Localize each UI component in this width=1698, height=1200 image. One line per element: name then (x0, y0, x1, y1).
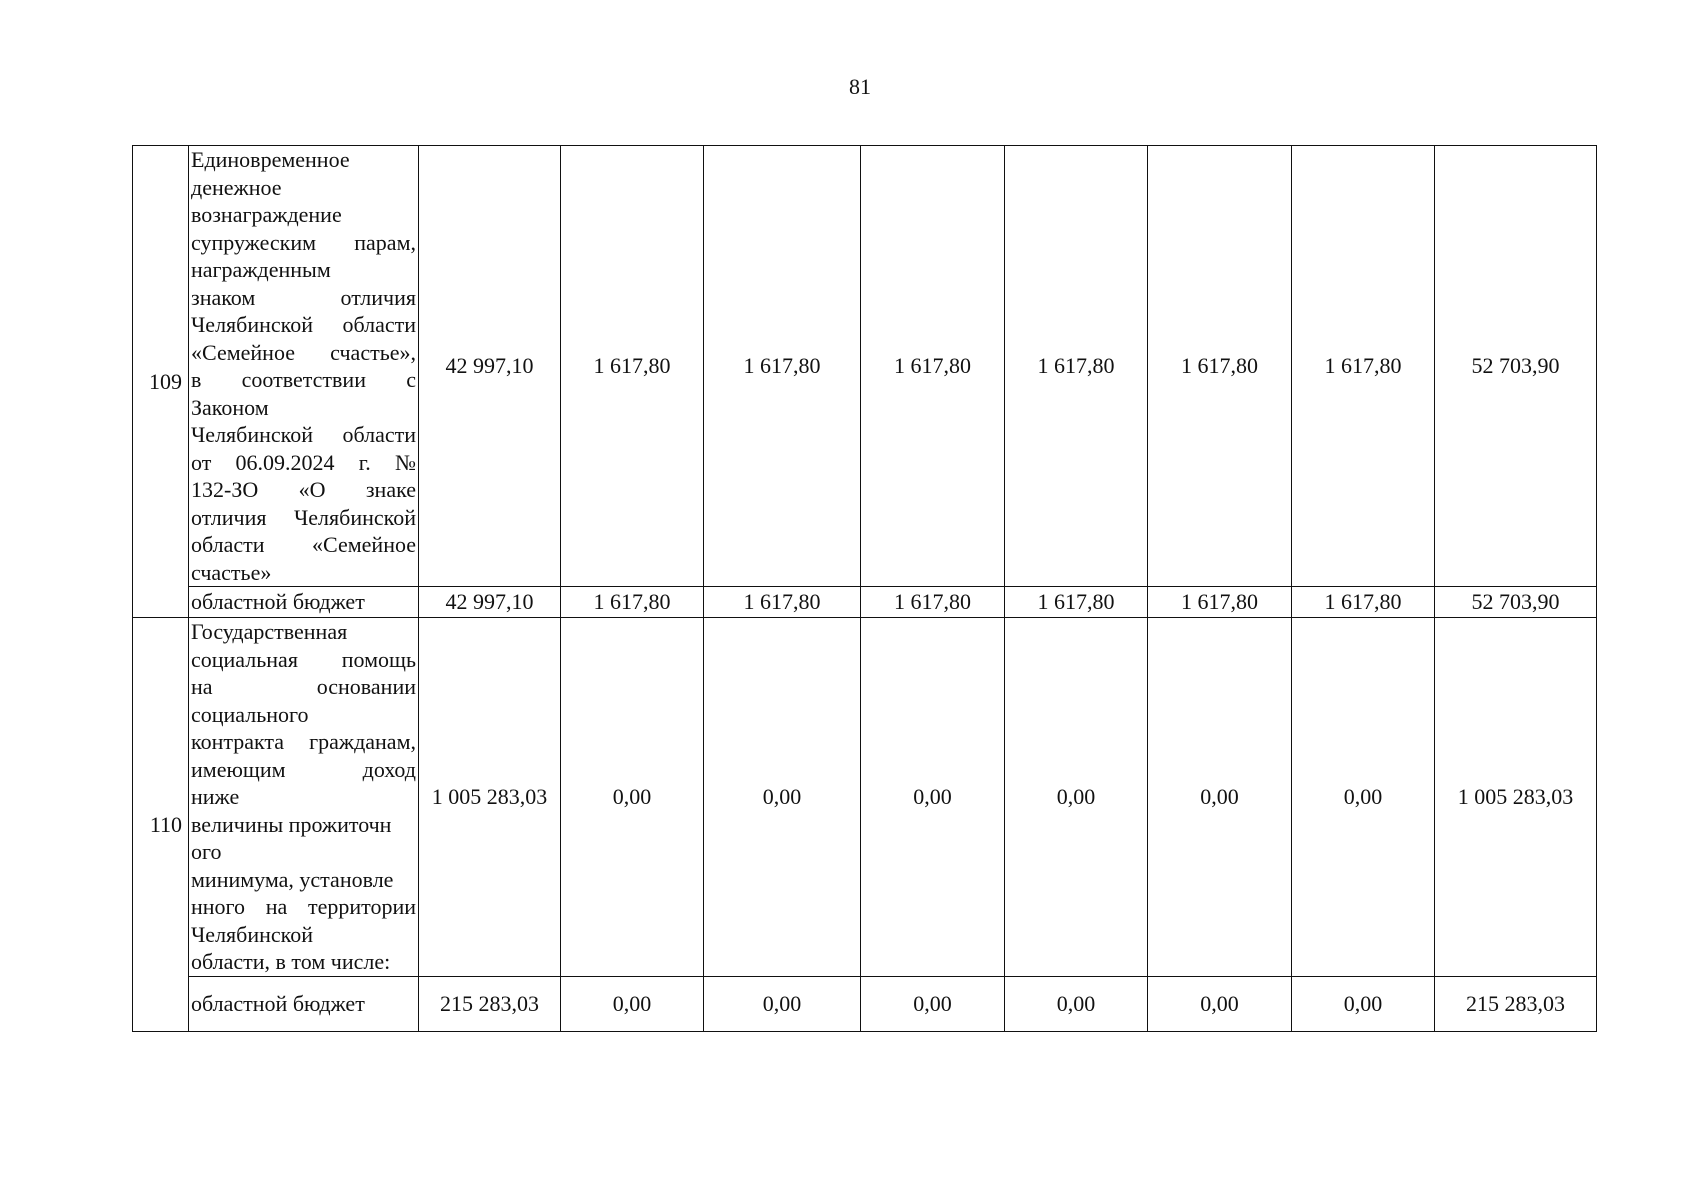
row-name-line: нного на территории (191, 894, 416, 919)
row-name-line: Челябинской области (191, 422, 416, 447)
row-name-line: минимума, установле (191, 866, 394, 892)
table-body (133, 146, 1597, 1032)
value-cell: 42 997,10 (419, 146, 561, 587)
value-cell: 215 283,03 (419, 976, 561, 1031)
value-cell: 0,00 (1292, 618, 1435, 977)
row-name-line: от 06.09.2024 г. № (191, 449, 416, 475)
budget-table (132, 145, 1597, 1032)
value-cell: 0,00 (861, 618, 1005, 977)
value-cell: 0,00 (704, 618, 861, 977)
value-cell: 42 997,10 (419, 587, 561, 618)
row-number: 110 (133, 618, 189, 1032)
row-number: 109 (133, 146, 189, 618)
row-name-line: Челябинской области (191, 312, 416, 337)
row-name-line: контракта гражданам, (191, 729, 416, 754)
value-cell: 0,00 (561, 618, 704, 977)
value-cell: 0,00 (704, 976, 861, 1031)
value-cell: 1 617,80 (1292, 146, 1435, 587)
row-name (189, 146, 419, 587)
row-name-line: 132-ЗО «О знаке (191, 477, 416, 502)
row-name-line: имеющим доход (191, 756, 416, 782)
page-number: 81 (849, 74, 871, 99)
table-row (133, 146, 1597, 587)
row-name-line: на основании (191, 674, 416, 699)
value-cell: 0,00 (1148, 976, 1292, 1031)
value-cell: 1 617,80 (704, 146, 861, 587)
value-cell: 52 703,90 (1435, 587, 1597, 618)
value-cell: 0,00 (1005, 618, 1148, 977)
row-name-line: социального (191, 701, 309, 727)
value-cell: 1 617,80 (1292, 587, 1435, 618)
value-cell: 0,00 (1148, 618, 1292, 977)
row-name-line: вознаграждение (191, 202, 342, 227)
value-cell: 1 617,80 (704, 587, 861, 618)
row-name-line: Единовременное (191, 147, 350, 172)
value-cell: 0,00 (561, 976, 704, 1031)
row-name-line: знаком отличия (191, 284, 416, 310)
row-name-line: области «Семейное (191, 532, 416, 557)
table-row (133, 618, 1597, 977)
value-cell: 1 617,80 (561, 587, 704, 618)
row-name-line: величины прожиточн (191, 811, 392, 837)
row-name-line: социальная помощь (191, 646, 416, 672)
row-name-line: Челябинской (191, 921, 314, 947)
value-cell: 1 617,80 (1148, 587, 1292, 618)
row-name-line: ниже (191, 784, 240, 809)
row-name-line: денежное (191, 174, 282, 200)
value-cell: 52 703,90 (1435, 146, 1597, 587)
row-name-line: в соответствии с (191, 367, 416, 392)
value-cell: 1 617,80 (1005, 146, 1148, 587)
value-cell: 0,00 (861, 976, 1005, 1031)
row-name-line: ого (191, 839, 222, 864)
row-name (189, 618, 419, 977)
row-name-line: награжденным (191, 257, 331, 282)
row-name-line: отличия Челябинской (191, 504, 416, 530)
value-cell: 1 617,80 (1005, 587, 1148, 618)
row-name-line: области, в том числе: (191, 949, 391, 974)
row-name-line: супружеским парам, (191, 229, 416, 255)
value-cell: 1 005 283,03 (419, 618, 561, 977)
row-name-line: Законом (191, 394, 269, 420)
row-name-line: счастье» (191, 559, 272, 585)
value-cell: 1 617,80 (861, 587, 1005, 618)
value-cell: 1 617,80 (561, 146, 704, 587)
table-subrow (133, 587, 1597, 618)
value-cell: 0,00 (1292, 976, 1435, 1031)
table-subrow (133, 976, 1597, 1031)
funding-source-label: областной бюджет (189, 587, 419, 618)
funding-source-label: областной бюджет (189, 976, 419, 1031)
value-cell: 1 617,80 (861, 146, 1005, 587)
row-name-line: «Семейное счастье», (191, 339, 416, 365)
row-name-line: Государственная (191, 619, 348, 644)
value-cell: 1 005 283,03 (1435, 618, 1597, 977)
value-cell: 1 617,80 (1148, 146, 1292, 587)
value-cell: 215 283,03 (1435, 976, 1597, 1031)
value-cell: 0,00 (1005, 976, 1148, 1031)
